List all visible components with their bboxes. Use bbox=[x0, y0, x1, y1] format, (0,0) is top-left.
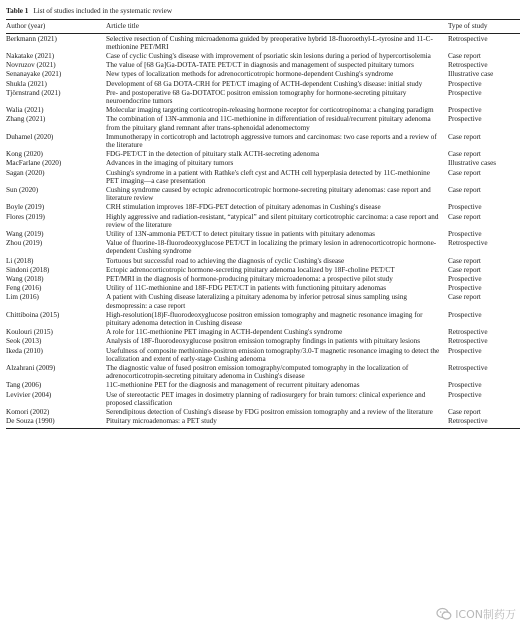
cell-title: New types of localization methods for adrenocorticotropic hormone-dependent Cushing's syndrome bbox=[106, 70, 394, 79]
cell-type: Retrospective bbox=[448, 337, 488, 346]
cell-type: Prospective bbox=[448, 203, 482, 212]
table-row bbox=[6, 229, 520, 238]
table-row bbox=[6, 346, 520, 363]
cell-title: The diagnostic value of fused positron emission tomography/computed tomography in the localization of adrenocorticotropin-secreting pituitary adenoma in Cushing's disease bbox=[106, 364, 409, 381]
cell-type: Retrospective bbox=[448, 34, 488, 43]
cell-author: Wang (2018) bbox=[6, 274, 44, 283]
cell-title: Highly aggressive and radiation-resistant, “atypical” and silent pituitary corticotrophic carcinoma: a case report and review of the literature bbox=[106, 212, 439, 229]
cell-author: Berkmann (2021) bbox=[6, 34, 57, 43]
table-row bbox=[6, 159, 520, 168]
cell-author: Seok (2013) bbox=[6, 337, 42, 346]
cell-author: Koulouri (2015) bbox=[6, 328, 53, 337]
cell-author: Tang (2006) bbox=[6, 381, 42, 390]
cell-author: Feng (2016) bbox=[6, 284, 42, 293]
cell-author: Nakatake (2021) bbox=[6, 51, 55, 60]
cell-title: Advances in the imaging of pituitary tumors bbox=[106, 159, 234, 168]
cell-type: Case report bbox=[448, 168, 481, 177]
cell-type: Prospective bbox=[448, 346, 482, 355]
cell-title: Tortuous but successful road to achieving the diagnosis of cyclic Cushing's disease bbox=[106, 256, 345, 265]
cell-title: Value of fluorine-18-fluorodeoxyglucose PET/CT in localizing the primary lesion in adrenocorticotropic hormone-dependent Cushing syndrome bbox=[106, 239, 437, 256]
cell-title: The combination of 13N-ammonia and 11C-methionine in differentiation of residual/recurrent pituitary adenoma from the pituitary gland remnant after trans-sphenoidal adenomectomy bbox=[106, 115, 431, 132]
table-caption-text: List of studies included in the systematic review bbox=[33, 7, 173, 15]
cell-author: Shukla (2021) bbox=[6, 79, 47, 88]
cell-author: Zhou (2019) bbox=[6, 239, 43, 248]
cell-type: Prospective bbox=[448, 229, 482, 238]
cell-author: Duhamel (2020) bbox=[6, 132, 54, 141]
table-row bbox=[6, 265, 520, 274]
cell-title: PET/MRI in the diagnosis of hormone-producing pituitary microadenoma: a prospective pilot study bbox=[106, 274, 393, 283]
table-row bbox=[6, 150, 520, 159]
cell-title: Pre- and postoperative 68 Ga-DOTATOC positron emission tomography for hormone-secreting pituitary neuroendocrine tumors bbox=[106, 88, 407, 105]
cell-author: Komori (2002) bbox=[6, 408, 50, 417]
cell-title: Case of cyclic Cushing's disease with improvement of psoriatic skin lesions during a period of hypercortisolemia bbox=[106, 51, 431, 60]
table-row bbox=[6, 284, 520, 293]
table-row bbox=[6, 381, 520, 390]
cell-title: Utility of 11C-methionine and 18F-FDG PET/CT in patients with functioning pituitary adenomas bbox=[106, 284, 387, 293]
table-row bbox=[6, 115, 520, 132]
table-row bbox=[6, 417, 520, 429]
cell-title: The value of [68 Ga]Ga-DOTA-TATE PET/CT in diagnosis and management of suspected pituitary tumors bbox=[106, 61, 414, 70]
cell-title: Cushing syndrome caused by ectopic adrenocorticotropic hormone-secreting pituitary adenomas: case report and literature review bbox=[106, 185, 431, 203]
table-row bbox=[6, 51, 520, 60]
table-row bbox=[6, 364, 520, 381]
cell-author: Wang (2019) bbox=[6, 229, 44, 238]
table-row bbox=[6, 310, 520, 327]
cell-author: Levivier (2004) bbox=[6, 390, 52, 399]
table-row bbox=[6, 168, 520, 185]
table-row bbox=[6, 61, 520, 70]
cell-type: Prospective bbox=[448, 106, 482, 115]
cell-author: Senanayake (2021) bbox=[6, 70, 62, 79]
cell-type: Prospective bbox=[448, 310, 482, 319]
cell-type: Retrospective bbox=[448, 417, 488, 426]
cell-author: Flores (2019) bbox=[6, 212, 45, 221]
cell-author: Sindoni (2018) bbox=[6, 265, 50, 274]
table-row bbox=[6, 185, 520, 202]
cell-type: Case report bbox=[448, 185, 481, 194]
cell-title: Ectopic adrenocorticotropic hormone-secreting pituitary adenoma localized by 18F-choline PET/CT bbox=[106, 265, 395, 274]
column-header-type: Type of study bbox=[448, 22, 488, 30]
cell-type: Retrospective bbox=[448, 61, 488, 70]
table-row bbox=[6, 408, 520, 417]
table-caption-label: Table 1 bbox=[6, 7, 29, 15]
cell-type: Retrospective bbox=[448, 328, 488, 337]
table-row bbox=[6, 337, 520, 346]
cell-author: Alzahrani (2009) bbox=[6, 364, 56, 373]
cell-author: De Souza (1990) bbox=[6, 417, 55, 426]
cell-author: Ikeda (2010) bbox=[6, 346, 43, 355]
cell-type: Prospective bbox=[448, 274, 482, 283]
cell-author: Zhang (2021) bbox=[6, 115, 46, 124]
cell-type: Case report bbox=[448, 51, 481, 60]
cell-title: CRH stimulation improves 18F-FDG-PET detection of pituitary adenomas in Cushing's disease bbox=[106, 203, 381, 212]
cell-author: Boyle (2019) bbox=[6, 203, 45, 212]
cell-title: Molecular imaging targeting corticotropin-releasing hormone receptor for corticotropinoma: a changing paradigm bbox=[106, 106, 434, 115]
table-row bbox=[6, 88, 520, 105]
cell-type: Prospective bbox=[448, 284, 482, 293]
cell-type: Case report bbox=[448, 408, 481, 417]
table-row bbox=[6, 79, 520, 88]
cell-title: Use of stereotactic PET images in dosimetry planning of radiosurgery for brain tumors: clinical experience and proposed classification bbox=[106, 390, 426, 407]
cell-type: Case report bbox=[448, 212, 481, 221]
table-body bbox=[6, 34, 520, 429]
column-header-author: Author (year) bbox=[6, 22, 46, 30]
cell-type: Case report bbox=[448, 256, 481, 265]
cell-author: Novruzov (2021) bbox=[6, 61, 56, 70]
cell-author: Sagan (2020) bbox=[6, 168, 45, 177]
watermark-text: ICON制药万 bbox=[455, 608, 516, 621]
cell-title: A role for 11C-methionine PET imaging in ACTH-dependent Cushing's syndrome bbox=[106, 328, 343, 337]
cell-type: Case report bbox=[448, 265, 481, 274]
cell-type: Retrospective bbox=[448, 364, 488, 373]
table-row bbox=[6, 203, 520, 212]
cell-type: Case report bbox=[448, 132, 481, 141]
table-row bbox=[6, 239, 520, 256]
cell-author: Lim (2016) bbox=[6, 293, 39, 302]
cell-title: Development of 68 Ga DOTA-CRH for PET/CT imaging of ACTH-dependent Cushing's disease: initial study bbox=[106, 79, 423, 88]
cell-author: MacFarlane (2020) bbox=[6, 159, 62, 168]
table-header bbox=[6, 20, 520, 34]
cell-type: Case report bbox=[448, 293, 481, 302]
cell-type: Prospective bbox=[448, 79, 482, 88]
cell-author: Kong (2020) bbox=[6, 150, 43, 159]
cell-type: Prospective bbox=[448, 381, 482, 390]
cell-author: Tjörnstrand (2021) bbox=[6, 88, 61, 97]
cell-title: Selective resection of Cushing microadenoma guided by preoperative hybrid 18-fluoroethyl-L-tyrosine and 11-C-methionine PET/MRI bbox=[106, 34, 433, 51]
cell-title: Usefulness of composite methionine-positron emission tomography/3.0-T magnetic resonance imaging to detect the localization and extent of early-stage Cushing adenoma bbox=[106, 346, 440, 363]
cell-title: Cushing's syndrome in a patient with Rathke's cleft cyst and ACTH cell hyperplasia detected by 11C-methionine PET imaging—a case presentation bbox=[106, 168, 430, 185]
table-row bbox=[6, 328, 520, 337]
column-header-title: Article title bbox=[106, 22, 139, 30]
cell-title: 11C-methionine PET for the diagnosis and management of recurrent pituitary adenomas bbox=[106, 381, 360, 390]
cell-type: Prospective bbox=[448, 88, 482, 97]
table-header-row bbox=[6, 20, 520, 34]
table-row bbox=[6, 256, 520, 265]
cell-title: Immunotherapy in corticotroph and lactotroph aggressive tumors and carcinomas: two case reports and a review of the literature bbox=[106, 132, 437, 149]
cell-author: Li (2018) bbox=[6, 256, 34, 265]
cell-title: Pituitary microadenomas: a PET study bbox=[106, 417, 217, 426]
table-row bbox=[6, 390, 520, 407]
cell-title: High-resolution(18)F-fluorodeoxyglucose positron emission tomography and magnetic resonance imaging for pituitary adenoma detection in Cushing disease bbox=[106, 310, 423, 327]
cell-title: A patient with Cushing disease lateralizing a pituitary adenoma by inferior petrosal sinus sampling using desmopressin: a case report bbox=[106, 293, 408, 310]
cell-title: Analysis of 18F-fluorodeoxyglucose positron emission tomography findings in patients with pituitary lesions bbox=[106, 337, 421, 346]
cell-type: Retrospective bbox=[448, 239, 488, 248]
watermark bbox=[436, 606, 516, 622]
table-row bbox=[6, 293, 520, 310]
cell-type: Illustrative case bbox=[448, 70, 494, 79]
cell-author: Sun (2020) bbox=[6, 185, 39, 194]
cell-type: Case report bbox=[448, 150, 481, 159]
cell-type: Illustrative cases bbox=[448, 159, 497, 168]
table-row bbox=[6, 132, 520, 149]
table-row bbox=[6, 274, 520, 283]
studies-table bbox=[6, 19, 520, 429]
cell-type: Prospective bbox=[448, 115, 482, 124]
cell-title: Utility of 13N-ammonia PET/CT to detect pituitary tissue in patients with pituitary adenomas bbox=[106, 229, 375, 238]
cell-author: Chittiboina (2015) bbox=[6, 310, 60, 319]
table-row bbox=[6, 212, 520, 229]
cell-author: Walia (2021) bbox=[6, 106, 44, 115]
table-caption bbox=[6, 6, 520, 16]
cell-title: FDG-PET/CT in the detection of pituitary stalk ACTH-secreting adenoma bbox=[106, 150, 320, 159]
document-page bbox=[6, 6, 520, 429]
wechat-icon bbox=[436, 606, 452, 622]
table-row bbox=[6, 34, 520, 52]
cell-type: Prospective bbox=[448, 390, 482, 399]
table-row bbox=[6, 106, 520, 115]
table-row bbox=[6, 70, 520, 79]
cell-title: Serendipitous detection of Cushing's disease by FDG positron emission tomography and a review of the literature bbox=[106, 408, 433, 417]
